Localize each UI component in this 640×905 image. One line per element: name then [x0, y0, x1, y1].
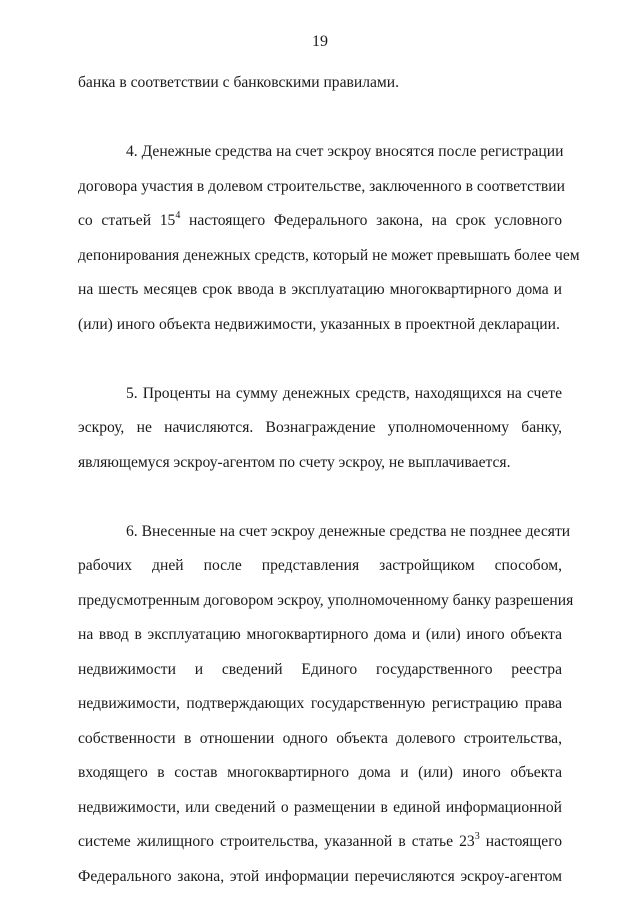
superscript: 3 — [474, 831, 480, 842]
text-line: 6. Внесенные на счет эскроу денежные средства не позднее десяти — [126, 522, 571, 540]
text-line: входящего в состав многоквартирного дома и (или) иного объекта — [78, 764, 562, 781]
superscript: 4 — [175, 210, 181, 221]
paragraph-continuation — [78, 66, 562, 101]
text-fragment: настоящего — [479, 833, 562, 850]
text-fragment: со статьей 15 — [78, 212, 176, 229]
text-line: (или) иного объекта недвижимости, указанных в проектной декларации. — [78, 315, 560, 333]
text-line: недвижимости, подтверждающих государственную регистрацию права — [78, 695, 562, 712]
text-line — [78, 204, 562, 239]
text-line: на ввод в эксплуатацию многоквартирного дома и (или) иного объекта — [78, 626, 562, 643]
text-line: рабочих дней после представления застройщиком способом, — [78, 557, 562, 574]
text-line: 5. Проценты на сумму денежных средств, находящихся на счете — [126, 384, 562, 402]
text-line: банка в соответствии с банковскими правилами. — [78, 74, 400, 91]
page-number: 19 — [312, 33, 328, 50]
text-line: эскроу, не начисляются. Вознаграждение уполномоченному банку, — [78, 419, 562, 436]
text-line — [78, 825, 562, 860]
text-line: договора участия в долевом строительстве, заключенного в соответствии — [78, 177, 565, 195]
paragraph-5 — [78, 377, 562, 481]
text-fragment: системе жилищного строительства, указанной в статье 23 — [78, 833, 475, 850]
text-line: на шесть месяцев срок ввода в эксплуатацию многоквартирного дома и — [78, 281, 562, 298]
text-fragment: настоящего Федерального закона, на срок условного — [180, 212, 563, 229]
text-line: недвижимости и сведений Единого государственного реестра — [78, 660, 562, 678]
text-line: являющемуся эскроу-агентом по счету эскроу, не выплачивается. — [78, 453, 511, 471]
text-line: собственности в отношении одного объекта долевого строительства, — [78, 729, 562, 747]
text-line: депонирования денежных средств, который не может превышать более чем — [78, 246, 580, 264]
text-line: недвижимости, или сведений о размещении в единой информационной — [78, 798, 562, 816]
document-body — [78, 66, 580, 894]
paragraph-6 — [78, 515, 574, 895]
text-line: предусмотренным договором эскроу, уполномоченному банку разрешения — [78, 591, 574, 609]
text-line: Федерального закона, этой информации перечисляются эскроу-агентом — [78, 867, 562, 885]
paragraph-4 — [78, 135, 580, 342]
text-line: 4. Денежные средства на счет эскроу вносятся после регистрации — [126, 143, 564, 160]
